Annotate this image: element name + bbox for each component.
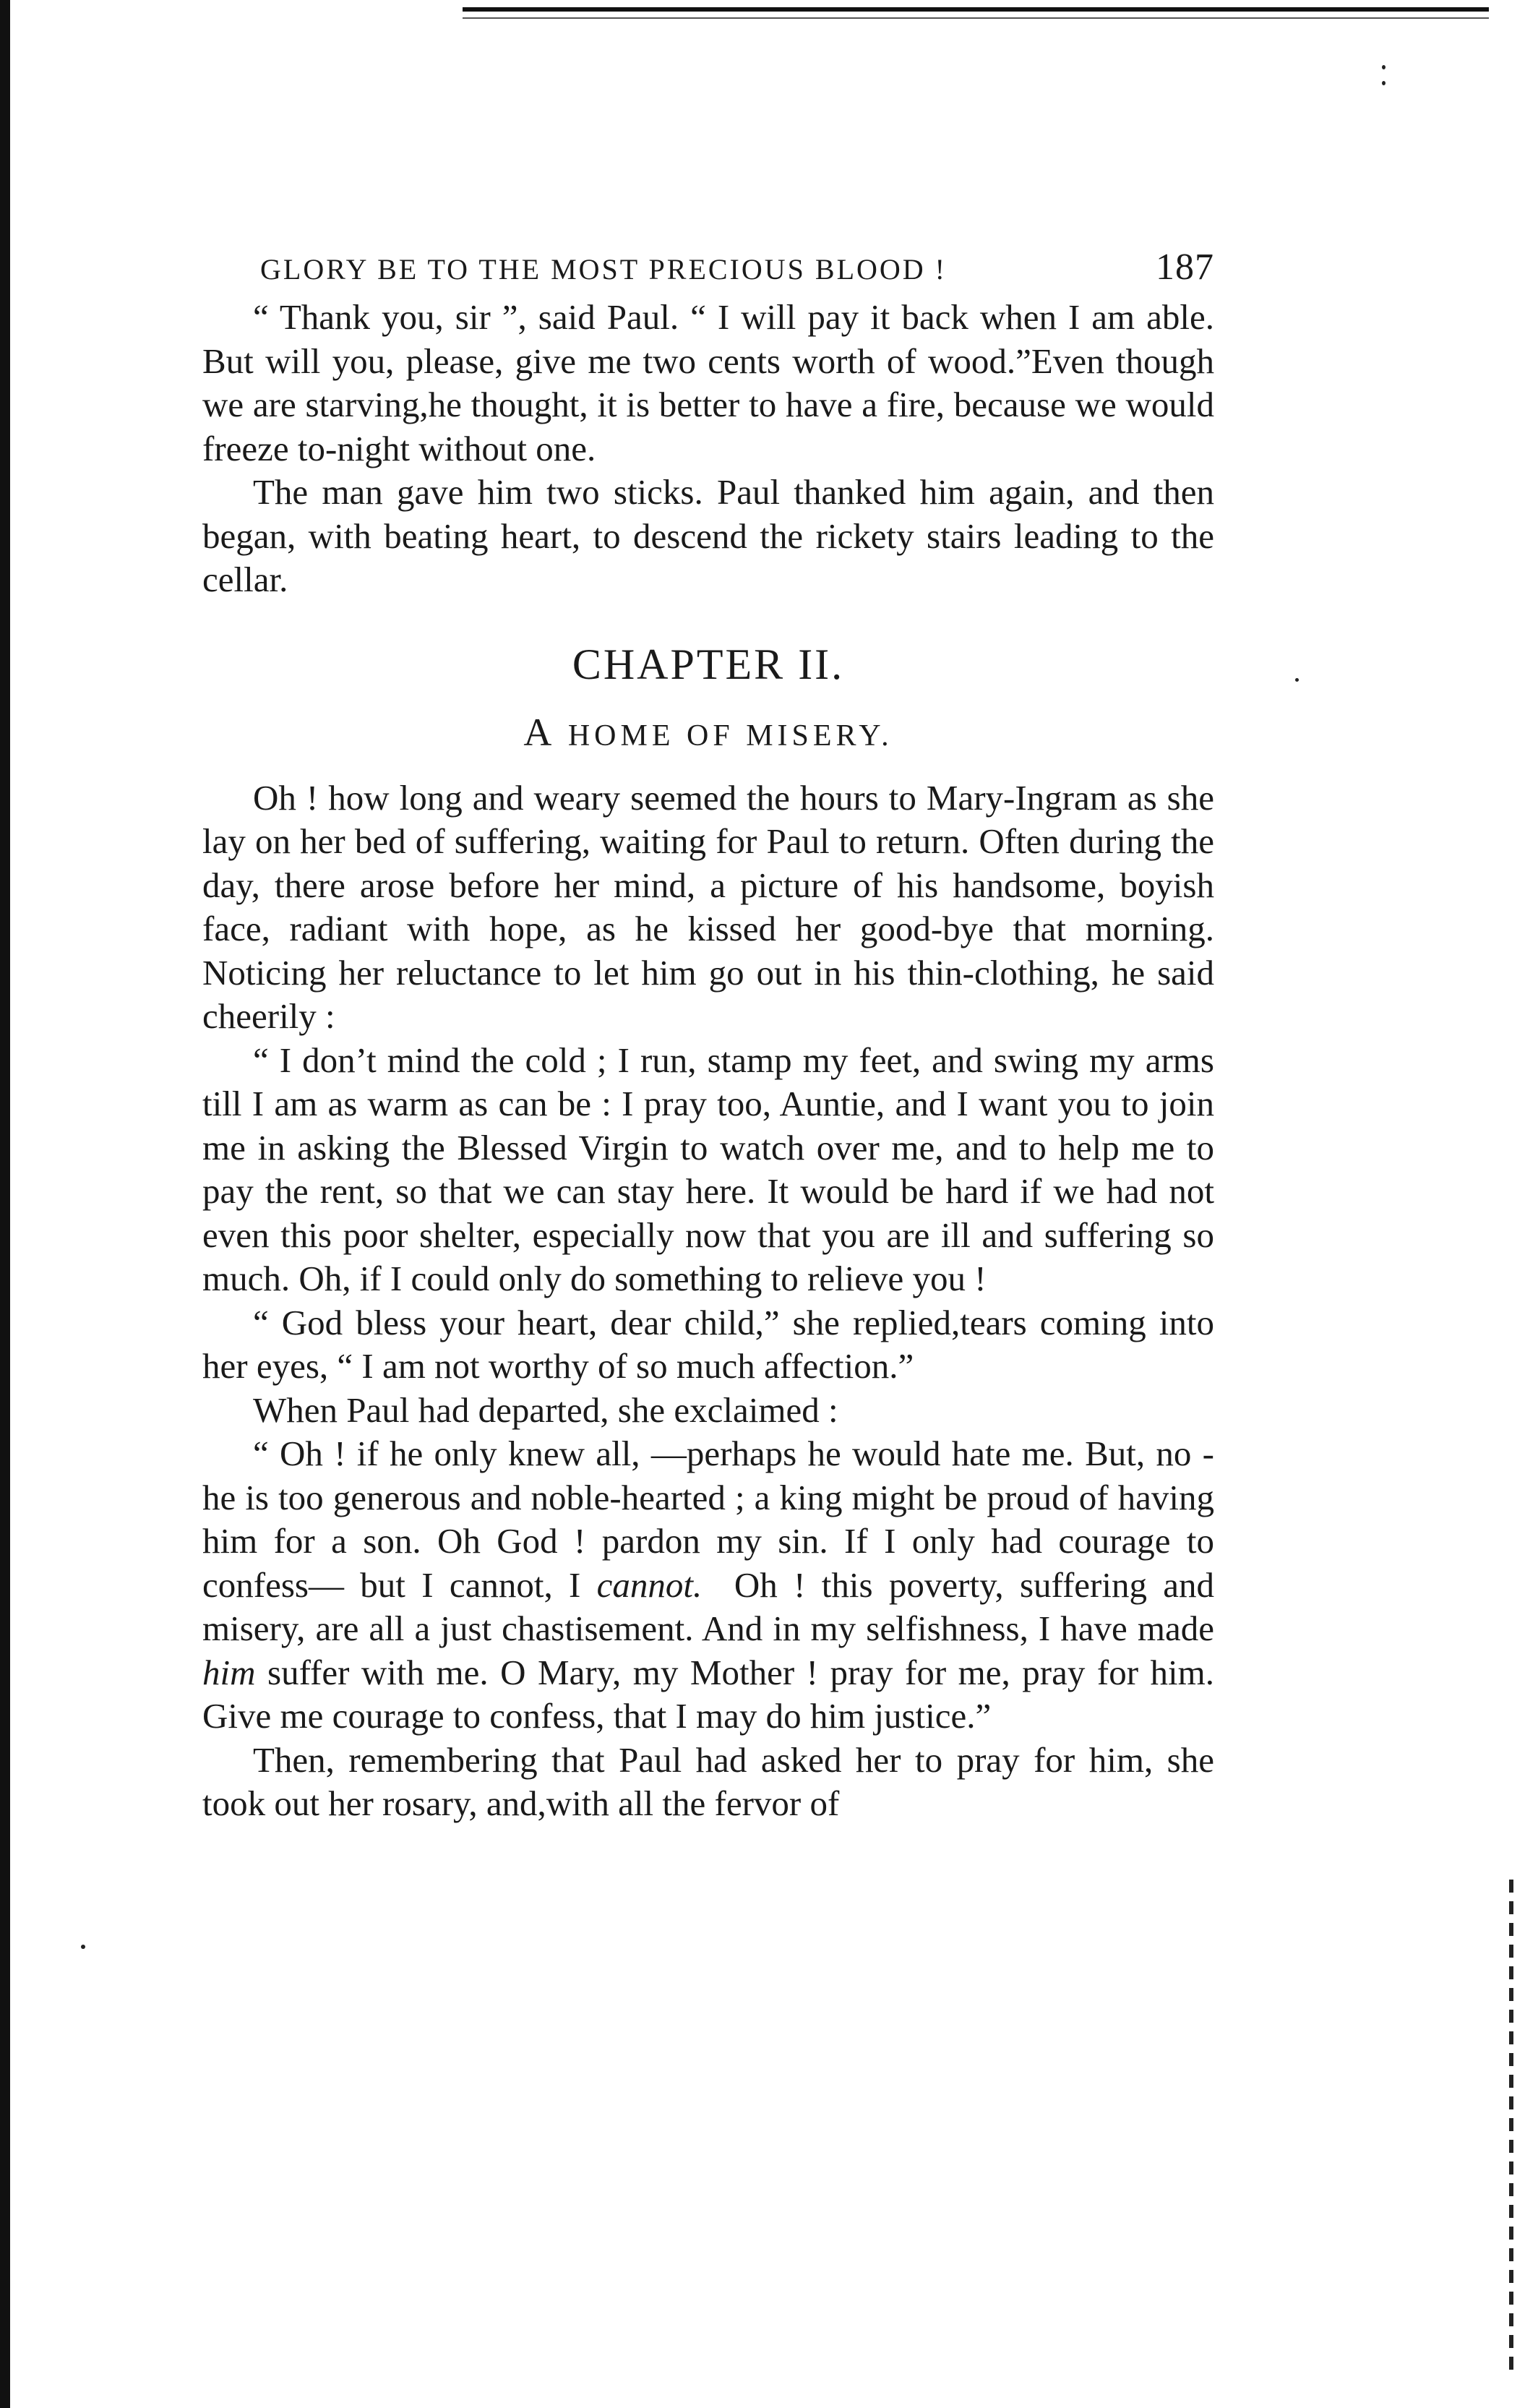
- paragraph: The man gave him two sticks. Paul thanked him again, and then began, with beating heart, to descend the rickety stairs leading to the cellar.: [202, 472, 1214, 599]
- text-before-chapter: [202, 296, 1214, 602]
- confession-oh: Oh !: [734, 1564, 806, 1605]
- scan-right-edge-marks: [1509, 1880, 1513, 2371]
- scan-left-edge: [0, 0, 10, 2408]
- paragraph: Then, remembering that Paul had asked her to pray for him, she took out her rosary, and,with all the fervor of: [202, 1739, 1214, 1823]
- scan-speck: [1382, 65, 1386, 69]
- chapter-title: CHAPTER II.: [572, 640, 845, 688]
- confession-text-middle: this poverty, suffering and misery, are all a just chastisement. And in my selfishness, I have made: [202, 1564, 1215, 1648]
- chapter-subtitle: [202, 710, 1214, 755]
- paragraph: When Paul had departed, she exclaimed :: [253, 1389, 838, 1430]
- text-after-chapter: [202, 776, 1214, 1826]
- confession-text-end: suffer with me. O Mary, my Mother ! pray for me, pray for him. Give me courage to confess, that I may do him justice.”: [202, 1652, 1215, 1736]
- chapter-subtitle-initial: A: [523, 710, 557, 754]
- paragraph-confession: [202, 1432, 1214, 1739]
- paragraph: “ God bless your heart, dear child,” she replied,tears coming into her eyes, “ I am not worthy of so much affection.”: [202, 1302, 1214, 1386]
- running-head: [202, 246, 1214, 288]
- italic-him: him: [202, 1652, 256, 1692]
- paragraph: “ Thank you, sir ”, said Paul. “ I will pay it back when I am able. But will you, please, give me two cents worth of wood.”Even though we are starving,he thought, it is better to have a fire, because we would freeze to-night without one.: [202, 297, 1214, 468]
- running-head-title: GLORY BE TO THE MOST PRECIOUS BLOOD !: [260, 253, 947, 286]
- scan-top-rule-thin: [463, 17, 1489, 19]
- scan-speck: [81, 1945, 85, 1949]
- scan-speck: [1295, 678, 1299, 682]
- confession-text-start: “ Oh ! if he only knew all, —perhaps he would hate me. But, no -he is too generous and noble-hearted ; a king might be proud of having him for a son. Oh God ! pardon my sin. If I only had courage to confess— but I cannot, I: [202, 1434, 1214, 1605]
- chapter-subtitle-rest: HOME OF MISERY.: [567, 719, 893, 753]
- paragraph: “ I don’t mind the cold ; I run, stamp my feet, and swing my arms till I am as warm as can be : I pray too, Auntie, and I want you to join me in asking the Blessed Virgin to watch over me, and to help me to pay the rent, so that we can stay here. It would be hard if we had not even this poor shelter, especially now that you are ill and suffering so much. Oh, if I could only do something to relieve you !: [202, 1040, 1214, 1298]
- scan-top-rule: [463, 7, 1489, 12]
- italic-cannot: cannot.: [596, 1564, 703, 1605]
- page-number: 187: [1156, 247, 1214, 288]
- scan-speck: [1382, 81, 1386, 85]
- paragraph: Oh ! how long and weary seemed the hours to Mary-Ingram as she lay on her bed of suffering, waiting for Paul to return. Often during the day, there arose before her mind, a picture of his handsome, boyish face, radiant with hope, as he kissed her good-bye that morning. Noticing her reluctance to let him go out in his thin-clothing, he said cheerily :: [202, 777, 1214, 1036]
- book-page: [202, 246, 1214, 1826]
